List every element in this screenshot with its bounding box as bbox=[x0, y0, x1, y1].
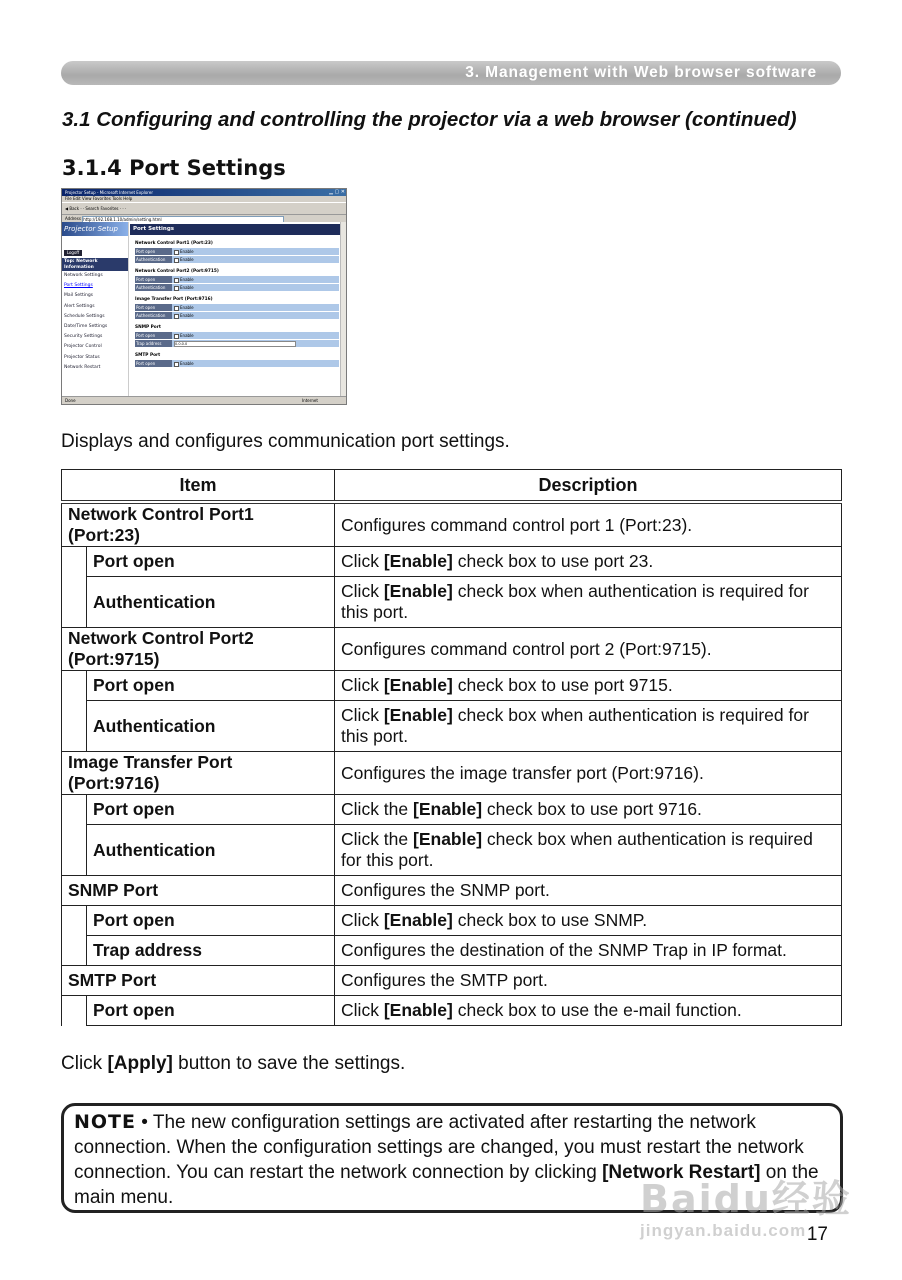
screenshot-setting-label: Port open bbox=[135, 276, 172, 283]
screenshot-nav-item: Projector Control bbox=[64, 344, 102, 350]
screenshot-setting-value bbox=[172, 340, 296, 347]
description-bold: [Enable] bbox=[383, 551, 453, 571]
screenshot-sidebar bbox=[62, 222, 129, 396]
table-indent-cell bbox=[62, 577, 87, 628]
table-indent-cell bbox=[62, 996, 87, 1026]
watermark-url: jingyan.baidu.com bbox=[640, 1221, 807, 1240]
screenshot-setting-value bbox=[172, 304, 194, 311]
screenshot-scrollbar bbox=[340, 222, 346, 396]
screenshot-group-title: Image Transfer Port (Port:9716) bbox=[135, 297, 213, 302]
table-cell-item: Image Transfer Port (Port:9716) bbox=[62, 752, 335, 795]
table-row bbox=[62, 876, 842, 906]
screenshot-group-title: Network Control Port1 (Port:23) bbox=[135, 241, 213, 246]
table-row bbox=[62, 996, 842, 1026]
table-row bbox=[62, 966, 842, 996]
table-indent-cell bbox=[62, 547, 87, 577]
screenshot-setting-label: Port open bbox=[135, 248, 172, 255]
screenshot-statusbar bbox=[62, 396, 346, 404]
screenshot-checkbox-label: Enable bbox=[180, 249, 194, 254]
table-cell-subitem: Authentication bbox=[87, 825, 335, 876]
browser-addressbar bbox=[62, 215, 346, 222]
screenshot-brand: Projector Setup bbox=[62, 222, 128, 236]
table-cell-description: Configures command control port 1 (Port:23). bbox=[335, 502, 842, 547]
table-cell-description bbox=[335, 795, 842, 825]
table-cell-description: Configures the destination of the SNMP Trap in IP format. bbox=[335, 936, 842, 966]
description-pre: Click bbox=[341, 551, 384, 571]
browser-menubar: File Edit View Favorites Tools Help bbox=[65, 196, 133, 201]
screenshot-checkbox-label: Enable bbox=[180, 285, 194, 290]
screenshot-checkbox-icon bbox=[174, 306, 179, 311]
table-cell-description: Configures the image transfer port (Port:9716). bbox=[335, 752, 842, 795]
screenshot-setting-row bbox=[135, 248, 339, 255]
screenshot-setting-row bbox=[135, 312, 339, 319]
description-post: check box when authentication is required for this port. bbox=[341, 581, 809, 622]
table-header-row bbox=[62, 470, 842, 503]
table-row bbox=[62, 752, 842, 795]
table-row bbox=[62, 906, 842, 936]
table-cell-description bbox=[335, 701, 842, 752]
screenshot-setting-row bbox=[135, 276, 339, 283]
screenshot-checkbox-icon bbox=[174, 286, 179, 291]
table-cell-subitem: Authentication bbox=[87, 701, 335, 752]
description-pre: Click the bbox=[341, 799, 413, 819]
description-pre: Click bbox=[341, 910, 384, 930]
table-indent-cell bbox=[62, 701, 87, 752]
table-row bbox=[62, 577, 842, 628]
screenshot-setting-row bbox=[135, 340, 339, 347]
page-number: 17 bbox=[806, 1224, 828, 1245]
note-text-pre: • The new configuration settings are activated after restarting the network connection. When the configuration settings are changed, you must restart the network connection. You can restart the network connection by clicking bbox=[74, 1112, 804, 1183]
screenshot-checkbox-icon bbox=[174, 258, 179, 263]
description-post: check box to use the e-mail function. bbox=[452, 1000, 742, 1020]
table-cell-item: SMTP Port bbox=[62, 966, 335, 996]
description-post: check box to use port 9715. bbox=[452, 675, 673, 695]
table-row bbox=[62, 547, 842, 577]
description-post: check box to use SNMP. bbox=[452, 910, 648, 930]
table-cell-description bbox=[335, 577, 842, 628]
back-icon: ◀ bbox=[65, 206, 70, 211]
status-right: Internet bbox=[302, 398, 318, 403]
table-cell-description: Configures the SNMP port. bbox=[335, 876, 842, 906]
column-header-item: Item bbox=[62, 470, 335, 503]
table-cell-description bbox=[335, 996, 842, 1026]
note-text-post: on the main menu. bbox=[74, 1162, 819, 1208]
browser-screenshot bbox=[61, 188, 347, 405]
address-label: Address bbox=[65, 216, 81, 221]
chapter-header-bar bbox=[61, 61, 841, 85]
screenshot-nav-item: Network Settings bbox=[64, 273, 103, 278]
screenshot-setting-label: Authentication bbox=[135, 284, 172, 291]
screenshot-checkbox-icon bbox=[174, 314, 179, 319]
screenshot-setting-row bbox=[135, 304, 339, 311]
port-settings-table bbox=[61, 469, 842, 1026]
screenshot-setting-label: Port open bbox=[135, 360, 172, 367]
screenshot-setting-value bbox=[172, 332, 194, 339]
description-bold: [Enable] bbox=[383, 675, 453, 695]
note-network-restart-ref: [Network Restart] bbox=[602, 1162, 761, 1183]
description-bold: [Enable] bbox=[413, 799, 483, 819]
screenshot-checkbox-label: Enable bbox=[180, 277, 194, 282]
screenshot-checkbox-icon bbox=[174, 250, 179, 255]
screenshot-checkbox-label: Enable bbox=[180, 305, 194, 310]
table-row bbox=[62, 701, 842, 752]
table-cell-description: Configures command control port 2 (Port:9715). bbox=[335, 628, 842, 671]
description-pre: Click the bbox=[341, 829, 413, 849]
screenshot-setting-value bbox=[172, 360, 194, 367]
table-cell-description bbox=[335, 671, 842, 701]
toolbar-text: Back · · Search Favorites · · · bbox=[69, 206, 127, 211]
screenshot-group-title: Network Control Port2 (Port:9715) bbox=[135, 269, 219, 274]
browser-toolbar bbox=[62, 202, 346, 215]
screenshot-checkbox-label: Enable bbox=[180, 313, 194, 318]
screenshot-setting-label: Port open bbox=[135, 304, 172, 311]
screenshot-nav-item: Schedule Settings bbox=[64, 313, 105, 319]
screenshot-setting-value bbox=[172, 312, 194, 319]
browser-page bbox=[62, 222, 346, 396]
table-cell-subitem: Port open bbox=[87, 996, 335, 1026]
screenshot-nav-item: Projector Status bbox=[64, 354, 100, 360]
table-indent-cell bbox=[62, 906, 87, 936]
table-indent-cell bbox=[62, 936, 87, 966]
table-row bbox=[62, 936, 842, 966]
note-label: NOTE bbox=[74, 1111, 136, 1133]
table-row bbox=[62, 825, 842, 876]
screenshot-nav-item: Port Settings bbox=[64, 283, 93, 289]
description-bold: [Enable] bbox=[383, 1000, 453, 1020]
table-cell-subitem: Port open bbox=[87, 795, 335, 825]
table-cell-item: SNMP Port bbox=[62, 876, 335, 906]
screenshot-trap-address-field: 0.0.0.0 bbox=[174, 341, 296, 347]
section-title: 3.1 Configuring and controlling the projector via a web browser (continued) bbox=[62, 108, 797, 131]
table-row bbox=[62, 671, 842, 701]
table-cell-subitem: Trap address bbox=[87, 936, 335, 966]
screenshot-setting-value bbox=[172, 256, 194, 263]
table-row bbox=[62, 628, 842, 671]
table-cell-description: Configures the SMTP port. bbox=[335, 966, 842, 996]
table-cell-item: Network Control Port2 (Port:9715) bbox=[62, 628, 335, 671]
description-post: check box to use port 9716. bbox=[482, 799, 702, 819]
screenshot-group-title: SNMP Port bbox=[135, 325, 161, 330]
description-post: check box when authentication is required for this port. bbox=[341, 705, 809, 746]
table-cell-subitem: Port open bbox=[87, 671, 335, 701]
status-left: Done bbox=[65, 398, 76, 403]
table-indent-cell bbox=[62, 825, 87, 876]
screenshot-setting-value bbox=[172, 284, 194, 291]
table-cell-description bbox=[335, 906, 842, 936]
screenshot-checkbox-icon bbox=[174, 278, 179, 283]
table-cell-subitem: Authentication bbox=[87, 577, 335, 628]
screenshot-setting-label: Port open bbox=[135, 332, 172, 339]
table-indent-cell bbox=[62, 795, 87, 825]
screenshot-checkbox-icon bbox=[174, 362, 179, 367]
screenshot-setting-label: Authentication bbox=[135, 312, 172, 319]
screenshot-main bbox=[130, 222, 342, 396]
table-cell-subitem: Port open bbox=[87, 547, 335, 577]
description-bold: [Enable] bbox=[383, 705, 453, 725]
window-controls-icon: ▁ ▢ ✕ bbox=[329, 189, 345, 195]
screenshot-setting-row bbox=[135, 332, 339, 339]
screenshot-page-title: Port Settings bbox=[130, 224, 342, 235]
table-body bbox=[62, 502, 842, 1026]
screenshot-nav-item: Date/Time Settings bbox=[64, 324, 108, 330]
apply-instruction bbox=[61, 1053, 405, 1075]
table-cell-subitem: Port open bbox=[87, 906, 335, 936]
screenshot-setting-label: Trap address bbox=[135, 340, 172, 347]
screenshot-logoff-button: Logoff bbox=[64, 250, 82, 256]
table-row bbox=[62, 795, 842, 825]
table-row bbox=[62, 502, 842, 547]
apply-text-pre: Click bbox=[61, 1053, 108, 1074]
column-header-description: Description bbox=[335, 470, 842, 503]
screenshot-checkbox-icon bbox=[174, 334, 179, 339]
description-pre: Click bbox=[341, 705, 384, 725]
screenshot-nav-item: Network Restart bbox=[64, 364, 101, 370]
description-pre: Click bbox=[341, 675, 384, 695]
screenshot-nav-item: Security Settings bbox=[64, 334, 103, 340]
browser-titlebar bbox=[62, 189, 346, 196]
subsection-title: 3.1.4 Port Settings bbox=[62, 156, 286, 180]
screenshot-checkbox-label: Enable bbox=[180, 361, 194, 366]
screenshot-nav-item: Mail Settings bbox=[64, 293, 94, 299]
screenshot-top-nav: Top: Network Information bbox=[62, 258, 128, 271]
intro-text: Displays and configures communication port settings. bbox=[61, 431, 510, 452]
screenshot-setting-value bbox=[172, 276, 194, 283]
description-post: check box to use port 23. bbox=[452, 551, 654, 571]
screenshot-nav-item: Alert Settings bbox=[64, 303, 95, 309]
apply-text-post: button to save the settings. bbox=[172, 1053, 406, 1074]
screenshot-nav-list bbox=[62, 271, 128, 373]
address-field: http://192.168.1.10/admin/setting.html bbox=[82, 216, 284, 223]
table-indent-cell bbox=[62, 671, 87, 701]
screenshot-setting-value bbox=[172, 248, 194, 255]
chapter-header-text: 3. Management with Web browser software bbox=[465, 64, 817, 81]
description-pre: Click bbox=[341, 1000, 384, 1020]
table-cell-item: Network Control Port1 (Port:23) bbox=[62, 502, 335, 547]
table-cell-description bbox=[335, 547, 842, 577]
description-post: check box when authentication is required for this port. bbox=[341, 829, 813, 870]
screenshot-groups bbox=[130, 241, 342, 367]
screenshot-setting-row bbox=[135, 284, 339, 291]
screenshot-setting-label: Authentication bbox=[135, 256, 172, 263]
table-cell-description bbox=[335, 825, 842, 876]
screenshot-checkbox-label: Enable bbox=[180, 333, 194, 338]
screenshot-setting-row bbox=[135, 256, 339, 263]
description-pre: Click bbox=[341, 581, 384, 601]
description-bold: [Enable] bbox=[383, 910, 453, 930]
screenshot-setting-row bbox=[135, 360, 339, 367]
screenshot-group-title: SMTP Port bbox=[135, 353, 161, 358]
description-bold: [Enable] bbox=[383, 581, 453, 601]
watermark-brand: Baidu经验 bbox=[640, 1177, 852, 1221]
browser-window-title: Projector Setup - Microsoft Internet Explorer bbox=[65, 190, 153, 195]
screenshot-checkbox-label: Enable bbox=[180, 257, 194, 262]
apply-button-ref: [Apply] bbox=[107, 1053, 173, 1074]
description-bold: [Enable] bbox=[413, 829, 483, 849]
